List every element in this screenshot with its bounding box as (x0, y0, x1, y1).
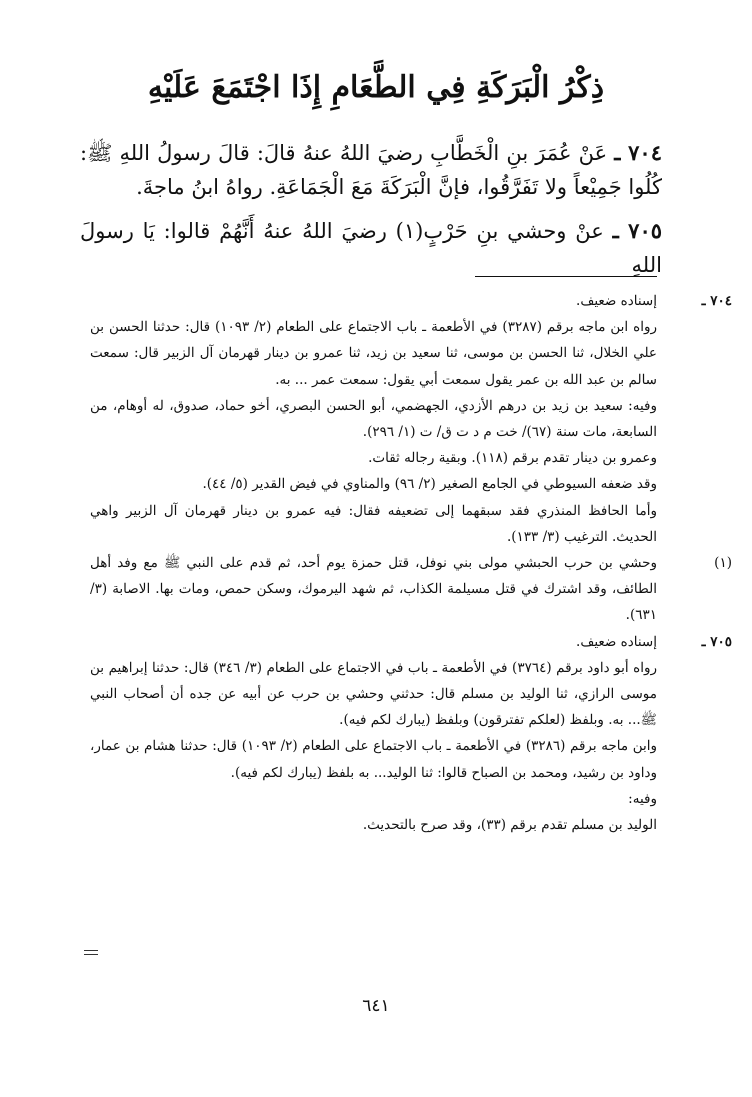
hadith-705 (80, 214, 662, 282)
footnotes (90, 288, 732, 838)
footnote-label: (١) (714, 555, 732, 572)
hadith-main-text (80, 136, 662, 292)
footnote-separator (475, 276, 657, 277)
chapter-title: ذِكْرُ الْبَرَكَةِ فِي الطَّعَامِ إِذَا اجْتَمَعَ عَلَيْهِ (147, 70, 605, 105)
footnote-line: إسناده ضعيف. (576, 633, 657, 650)
footnote-1 (90, 550, 732, 629)
page-number: ٦٤١ (362, 996, 390, 1016)
footnote-line: وحشي بن حرب الحبشي مولى بني نوفل، قتل حمزة يوم أحد، ثم قدم على النبي ﷺ مع وفد أهل الطائف، وقد اشترك في قتل مسيلمة الكذاب، ثم شهد اليرموك، وسكن حمص، ومات بها. الاصابة (٣/ ٦٣١). (90, 555, 657, 624)
footnote-line: وعمرو بن دينار تقدم برقم (١١٨). وبقية رجاله ثقات. (368, 450, 657, 467)
hadith-text: عنْ وحشي بنِ حَرْبٍ(١) رضيَ اللهُ عنهُ أَنَّهُمْ قالوا: يَا رسولَ اللهِ (80, 219, 662, 277)
margin-mark (84, 950, 98, 951)
footnote-line: رواه ابن ماجه برقم (٣٢٨٧) في الأطعمة ـ باب الاجتماع على الطعام (٢/ ١٠٩٣) قال: حدثنا الحسن بن علي الخلال، ثنا الحسن بن موسى، ثنا سعيد بن زيد، ثنا عمرو بن دينار قهرمان آل الزبير قال: سمعت سالم بن عبد الله بن عمر يقول سمعت أبي يقول: سمعت عمر ... به. (90, 319, 657, 388)
footnote-line: وفيه: سعيد بن زيد بن درهم الأزدي، الجهضمي، أبو الحسن البصري، أخو حماد، صدوق، له أوهام، من السابعة، مات سنة (٦٧)/ خت م د ت ق/ ت (١/ ٢٩٦). (90, 397, 657, 441)
footnote-line: إسناده ضعيف. (576, 293, 657, 309)
hadith-text: عَنْ عُمَرَ بنِ الْخَطَّابِ رضيَ اللهُ عنهُ قالَ: قالَ رسولُ اللهِ ﷺ: كُلُوا جَمِيْعاً ولا تَفَرَّقُوا، فإنَّ الْبَرَكَةَ مَعَ الْجَمَاعَةِ. رواهُ ابنُ ماجةَ. (80, 141, 662, 199)
footnote-line: وقد ضعفه السيوطي في الجامع الصغير (٢/ ٩٦) والمناوي في فيض القدير (٥/ ٤٤). (202, 476, 657, 493)
margin-mark (84, 954, 98, 955)
hadith-704 (80, 136, 662, 204)
footnote-705 (90, 629, 732, 839)
footnote-label: ٧٠٥ ـ (701, 633, 732, 650)
footnote-line: وأما الحافظ المنذري فقد سبقهما إلى تضعيفه فقال: فيه عمرو بن دينار قهرمان آل الزبير واهي الحديث. الترغيب (٣/ ١٣٣). (90, 502, 657, 545)
hadith-number: ٧٠٥ ـ (612, 218, 663, 243)
footnote-line: الوليد بن مسلم تقدم برقم (٣٣)، وقد صرح بالتحديث. (362, 817, 657, 834)
footnote-line: وفيه: (628, 790, 657, 807)
hadith-number: ٧٠٤ ـ (614, 140, 662, 165)
footnote-line: رواه أبو داود برقم (٣٧٦٤) في الأطعمة ـ باب في الاجتماع على الطعام (٣/ ٣٤٦) قال: حدثنا إبراهيم بن موسى الرازي، ثنا الوليد بن مسلم قال: حدثني وحشي بن حرب عن أبيه عن جده أن أصحاب النبي ﷺ... به. وبلفظ (لعلكم تفترقون) وبلفظ (يبارك لكم فيه). (90, 659, 658, 729)
footnote-label: ٧٠٤ ـ (701, 293, 732, 309)
footnote-line: وابن ماجه برقم (٣٢٨٦) في الأطعمة ـ باب الاجتماع على الطعام (٢/ ١٠٩٣) قال: حدثنا هشام بن عمار، وداود بن رشيد، ومحمد بن الصباح قالوا: ثنا الوليد... به بلفظ (يبارك لكم فيه). (90, 738, 658, 781)
footnote-704 (90, 288, 732, 550)
